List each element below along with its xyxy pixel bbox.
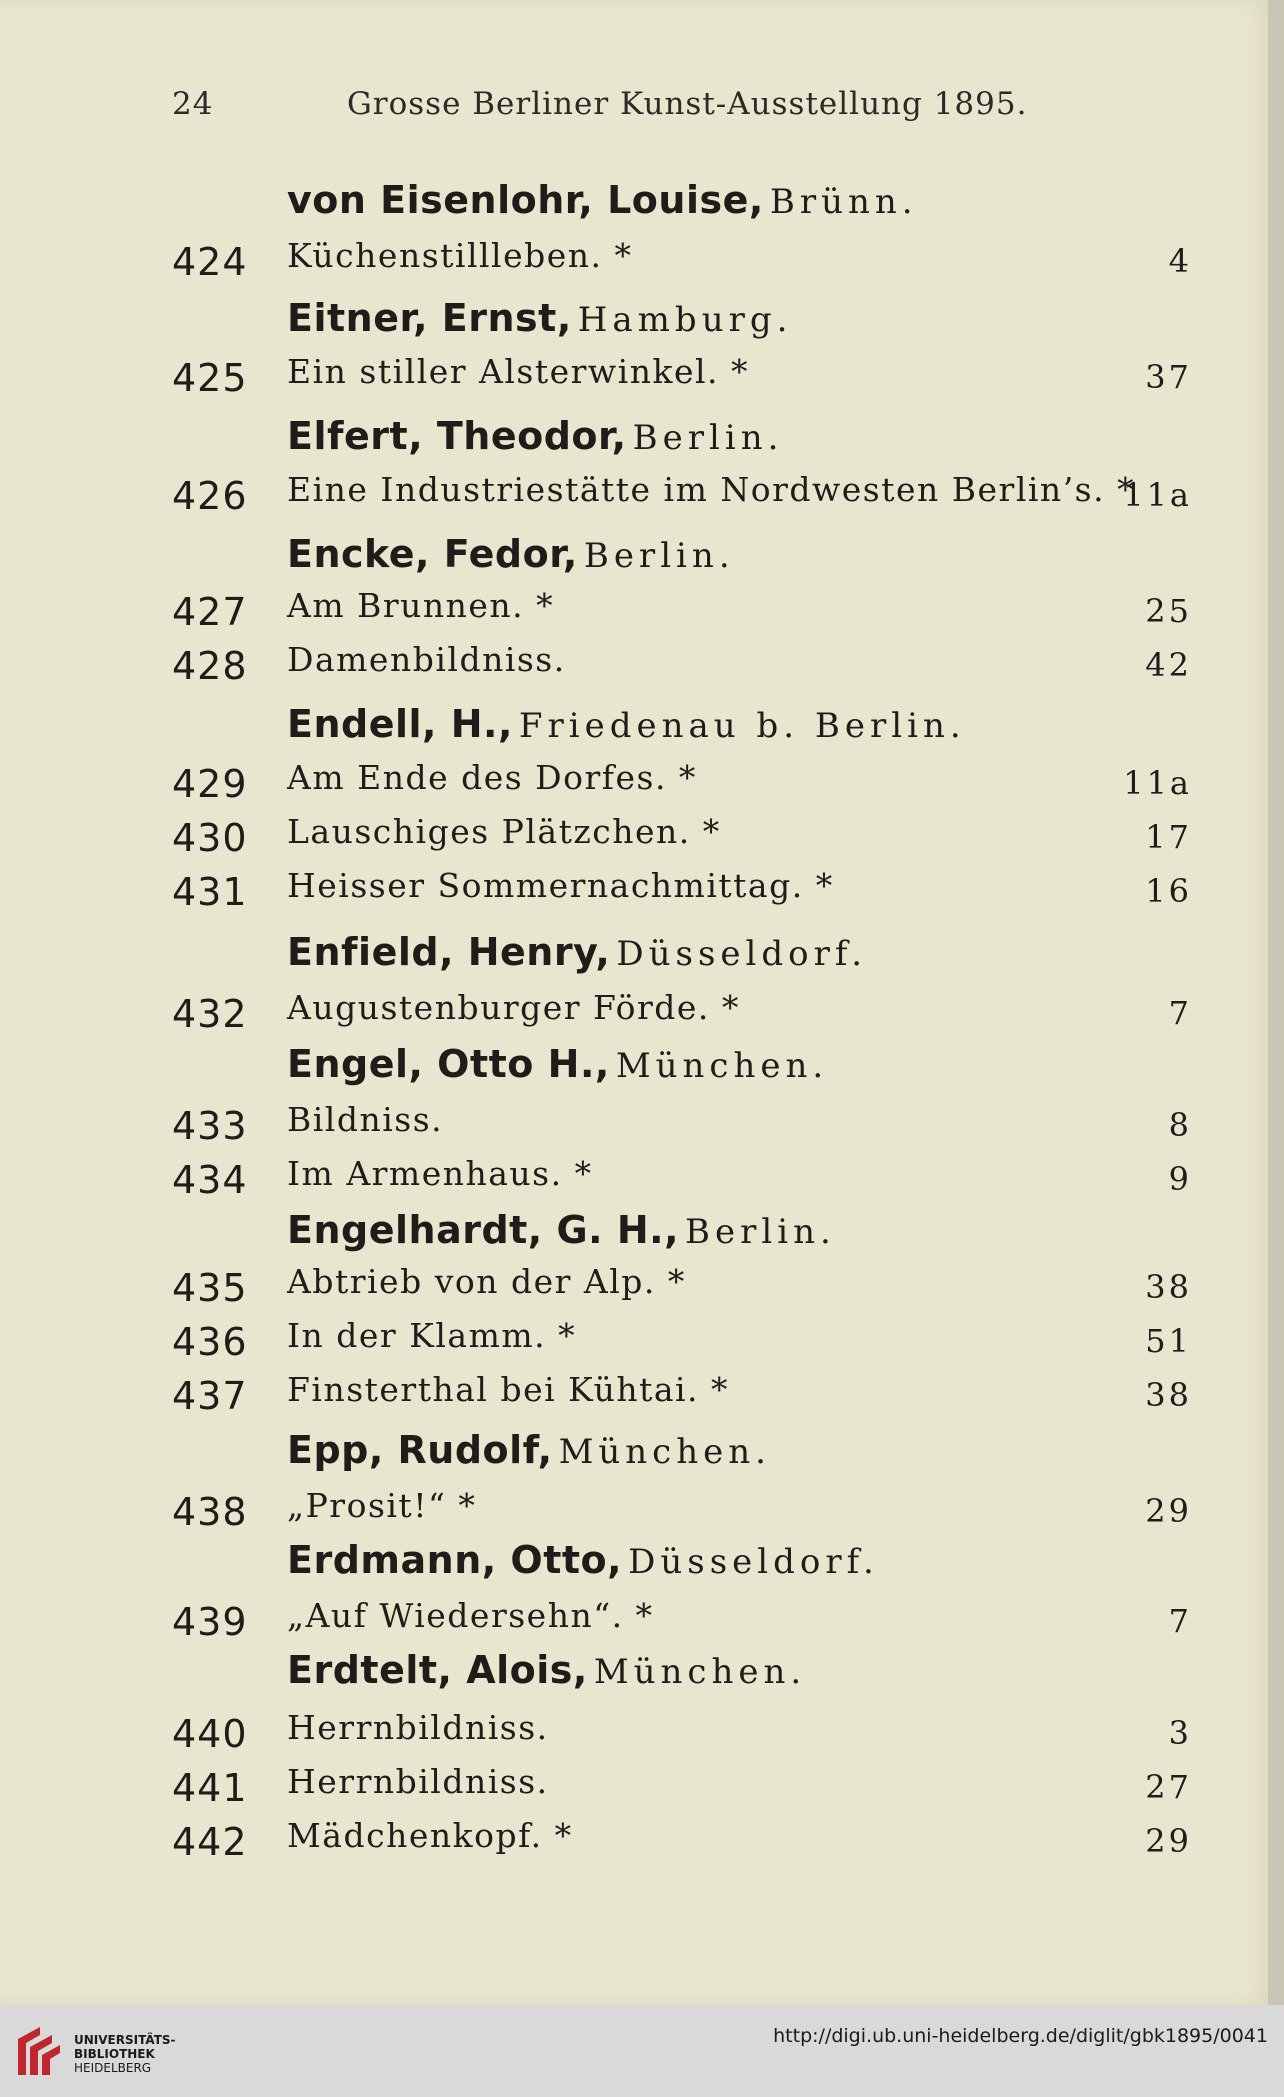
source-url-link[interactable]: http://digi.ub.uni-heidelberg.de/diglit/gbk1895/0041 bbox=[773, 2025, 1268, 2047]
artwork-title: Finsterthal bei Kühtai. * bbox=[287, 1370, 730, 1409]
artist-heading bbox=[287, 1648, 806, 1700]
catalogue-number: 431 bbox=[172, 870, 248, 914]
catalogue-number: 424 bbox=[172, 240, 248, 284]
artwork-title: Im Armenhaus. * bbox=[287, 1154, 593, 1193]
artwork-row bbox=[172, 1100, 1192, 1152]
artist-name: Encke, Fedor, bbox=[287, 532, 578, 576]
library-name-line1: UNIVERSITÄTS- bbox=[74, 2033, 176, 2047]
artist-heading bbox=[287, 1538, 879, 1590]
catalogue-number: 437 bbox=[172, 1374, 248, 1418]
artwork-row bbox=[172, 1762, 1192, 1814]
artist-name: Erdtelt, Alois, bbox=[287, 1648, 588, 1692]
artwork-row bbox=[172, 1708, 1192, 1760]
catalogue-number: 442 bbox=[172, 1820, 248, 1864]
artwork-row bbox=[172, 1486, 1192, 1538]
room-number: 29 bbox=[1145, 1822, 1192, 1860]
artwork-title: Lauschiges Plätzchen. * bbox=[287, 812, 721, 851]
university-library-logo-icon bbox=[14, 2023, 64, 2083]
room-number: 51 bbox=[1145, 1322, 1192, 1360]
artwork-title: Bildniss. bbox=[287, 1100, 444, 1139]
artist-place: Berlin. bbox=[685, 1212, 836, 1252]
room-number: 27 bbox=[1145, 1768, 1192, 1806]
room-number: 3 bbox=[1168, 1714, 1192, 1752]
catalogue-number: 425 bbox=[172, 356, 248, 400]
artwork-title: Abtrieb von der Alp. * bbox=[287, 1262, 686, 1301]
page-edge-shadow bbox=[1268, 0, 1284, 2005]
artwork-row bbox=[172, 988, 1192, 1040]
running-title: Grosse Berliner Kunst-Ausstellung 1895. bbox=[347, 86, 1028, 122]
artist-heading bbox=[287, 930, 867, 982]
artist-name: Engel, Otto H., bbox=[287, 1042, 610, 1086]
artist-place: München. bbox=[615, 1046, 829, 1086]
room-number: 42 bbox=[1145, 646, 1192, 684]
artwork-title: Damenbildniss. bbox=[287, 640, 566, 679]
catalogue-number: 433 bbox=[172, 1104, 248, 1148]
artist-name: von Eisenlohr, Louise, bbox=[287, 178, 764, 222]
artist-place: München. bbox=[593, 1652, 807, 1692]
artwork-row bbox=[172, 236, 1192, 288]
artwork-title: Herrnbildniss. bbox=[287, 1708, 549, 1747]
artwork-title: Ein stiller Alsterwinkel. * bbox=[287, 352, 750, 391]
artwork-row bbox=[172, 1316, 1192, 1368]
catalogue-number: 429 bbox=[172, 762, 248, 806]
artwork-row bbox=[172, 758, 1192, 810]
artist-place: Friedenau b. Berlin. bbox=[518, 706, 966, 746]
artwork-title: Augustenburger Förde. * bbox=[287, 988, 740, 1027]
artist-heading bbox=[287, 1428, 771, 1480]
artwork-row bbox=[172, 470, 1192, 522]
artwork-title: Heisser Sommernachmittag. * bbox=[287, 866, 834, 905]
catalogue-number: 438 bbox=[172, 1490, 248, 1534]
artist-place: Berlin. bbox=[632, 418, 784, 458]
library-name-line3: HEIDELBERG bbox=[74, 2061, 152, 2075]
room-number: 17 bbox=[1145, 818, 1192, 856]
artwork-row bbox=[172, 586, 1192, 638]
catalogue-number: 436 bbox=[172, 1320, 248, 1364]
catalogue-number: 427 bbox=[172, 590, 248, 634]
room-number: 38 bbox=[1145, 1376, 1192, 1414]
artist-heading bbox=[287, 532, 735, 584]
catalogue-number: 434 bbox=[172, 1158, 248, 1202]
catalogue-number: 435 bbox=[172, 1266, 248, 1310]
artist-heading bbox=[287, 414, 783, 466]
catalogue-number: 440 bbox=[172, 1712, 248, 1756]
catalogue-number: 426 bbox=[172, 474, 248, 518]
room-number: 29 bbox=[1145, 1492, 1192, 1530]
catalogue-number: 432 bbox=[172, 992, 248, 1036]
artwork-title: Am Brunnen. * bbox=[287, 586, 555, 625]
artist-name: Elfert, Theodor, bbox=[287, 414, 627, 458]
artwork-row bbox=[172, 1816, 1192, 1868]
room-number: 8 bbox=[1168, 1106, 1192, 1144]
artist-heading bbox=[287, 1042, 828, 1094]
artwork-title: „Auf Wiedersehn“. * bbox=[287, 1596, 654, 1635]
room-number: 16 bbox=[1145, 872, 1192, 910]
library-name-line2: BIBLIOTHEK bbox=[74, 2047, 155, 2061]
page-number: 24 bbox=[172, 86, 214, 122]
room-number: 37 bbox=[1145, 358, 1192, 396]
artwork-row bbox=[172, 812, 1192, 864]
catalogue-number: 439 bbox=[172, 1600, 248, 1644]
artwork-title: In der Klamm. * bbox=[287, 1316, 577, 1355]
room-number: 4 bbox=[1168, 242, 1192, 280]
artist-place: Brünn. bbox=[769, 182, 918, 222]
artist-name: Epp, Rudolf, bbox=[287, 1428, 553, 1472]
artwork-row bbox=[172, 1370, 1192, 1422]
artist-place: Berlin. bbox=[583, 536, 735, 576]
artist-place: Hamburg. bbox=[577, 300, 793, 340]
artwork-row bbox=[172, 866, 1192, 918]
artwork-row bbox=[172, 1154, 1192, 1206]
artist-name: Engelhardt, G. H., bbox=[287, 1208, 680, 1252]
artwork-title: Küchenstillleben. * bbox=[287, 236, 633, 275]
room-number: 7 bbox=[1168, 1602, 1192, 1640]
artist-heading bbox=[287, 702, 966, 754]
artist-heading bbox=[287, 1208, 836, 1260]
footer-bar bbox=[0, 2005, 1284, 2097]
artist-name: Enfield, Henry, bbox=[287, 930, 611, 974]
library-name bbox=[74, 2033, 176, 2075]
artwork-title: Eine Industriestätte im Nordwesten Berlin’s. * bbox=[287, 470, 1136, 509]
artist-place: Düsseldorf. bbox=[616, 934, 868, 974]
room-number: 11a bbox=[1123, 764, 1192, 802]
room-number: 11a bbox=[1123, 476, 1192, 514]
artwork-title: Am Ende des Dorfes. * bbox=[287, 758, 697, 797]
artwork-row bbox=[172, 1262, 1192, 1314]
artwork-title: „Prosit!“ * bbox=[287, 1486, 477, 1525]
artwork-row bbox=[172, 352, 1192, 404]
artist-name: Eitner, Ernst, bbox=[287, 296, 572, 340]
room-number: 25 bbox=[1145, 592, 1192, 630]
artist-heading bbox=[287, 296, 792, 348]
artist-name: Erdmann, Otto, bbox=[287, 1538, 623, 1582]
room-number: 38 bbox=[1145, 1268, 1192, 1306]
room-number: 9 bbox=[1168, 1160, 1192, 1198]
artist-place: München. bbox=[558, 1432, 771, 1472]
artwork-row bbox=[172, 640, 1192, 692]
artist-heading bbox=[287, 178, 918, 230]
catalogue-number: 428 bbox=[172, 644, 248, 688]
catalogue-number: 441 bbox=[172, 1766, 248, 1810]
catalogue-number: 430 bbox=[172, 816, 248, 860]
artwork-title: Herrnbildniss. bbox=[287, 1762, 549, 1801]
artwork-title: Mädchenkopf. * bbox=[287, 1816, 573, 1855]
artwork-row bbox=[172, 1596, 1192, 1648]
room-number: 7 bbox=[1168, 994, 1192, 1032]
artist-name: Endell, H., bbox=[287, 702, 513, 746]
artist-place: Düsseldorf. bbox=[628, 1542, 879, 1582]
